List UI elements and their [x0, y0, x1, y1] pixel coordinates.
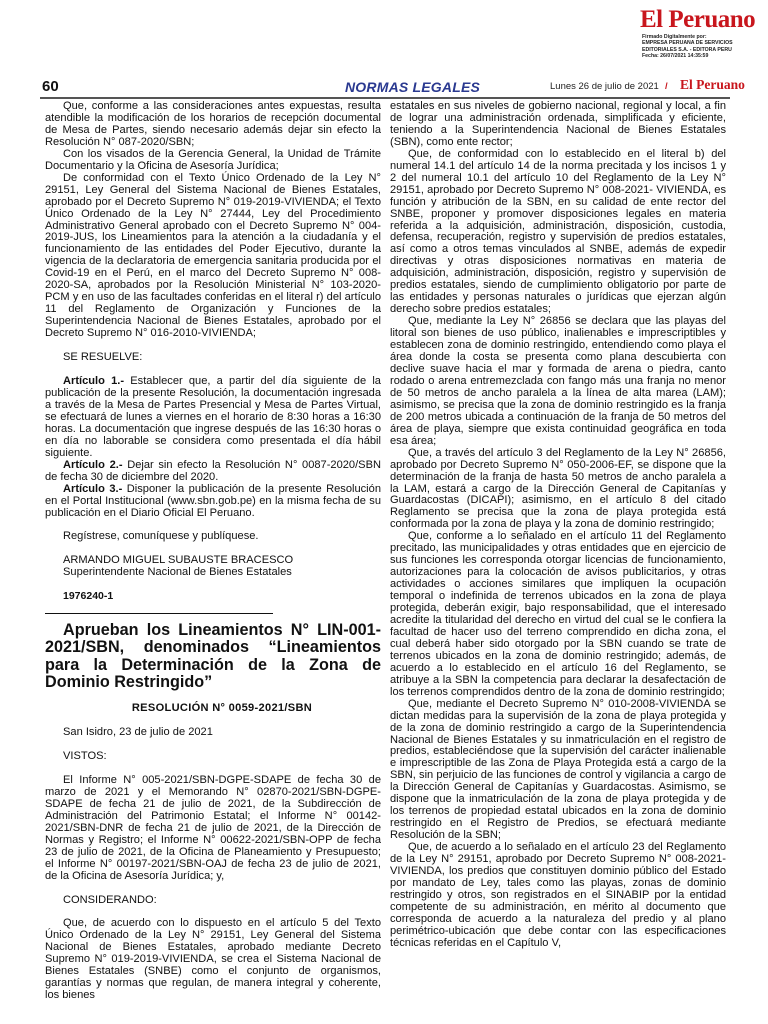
paragraph: Que, a través del artículo 3 del Reglamento de la Ley N° 26856, aprobado por Decreto Supremo N° 050-2006-EF, se dispone que la determinación de la franja de hasta 50 metros de ancho paralela a la LAM, estará a cargo de la Dirección General de Capitanías y Guardacostas (DICAPI); asimismo, en el artículo 8 del citado Reglamento se precisa que la zona de playa protegida está conformada por la zona de playa y la zona de dominio restringido; [390, 446, 726, 531]
paragraph: Que, mediante la Ley N° 26856 se declara que las playas del litoral son bienes de uso público, inalienables e imprescriptibles y establecen zona de dominio restringido, entendiendo como playa el área donde la costa se presenta como plana descubierta con declive suave hacia el mar y formada de arena o piedra, canto rodado o arena entremezclada con fango más una franja no menor de 50 metros de ancho paralela a la línea de alta marea (LAM); asimismo, se precisa que la zona de dominio restringido es la franja de 200 metros ubicada a continuación de la franja de 50 metros del área de playa, siempre que exista continuidad geográfica en toda esa área; [390, 315, 726, 447]
publication-code: 1976240-1 [63, 590, 114, 603]
header-separator: / [665, 81, 668, 92]
article-label: Artículo 1.- [63, 375, 125, 388]
signature-line: EDITORIALES S.A. - EDITORA PERU [642, 46, 732, 53]
page-header [40, 77, 745, 98]
paragraph: Que, conforme a las consideraciones antes expuestas, resulta atendible la modificación de los horarios de recepción documental de Mesa de Partes, siendo necesario además dejar sin efecto la Resolución N° 087-2020/SBN; [45, 101, 381, 148]
signature-line: Fecha: 26/07/2021 14:35:59 [642, 52, 709, 59]
digital-signature [642, 34, 764, 59]
considerando-heading: CONSIDERANDO: [63, 893, 157, 906]
place-date: San Isidro, 23 de julio de 2021 [63, 726, 213, 739]
page-number: 60 [42, 78, 59, 95]
article-text: Disponer la publicación de la presente Resolución en el Portal Institucional (www.sbn.gob.pe) en la misma fecha de su publicación en el Diario Oficial El Peruano. [45, 482, 381, 519]
closing-formula: Regístrese, comuníquese y publíquese. [63, 530, 259, 543]
article-2 [45, 460, 381, 484]
left-column [45, 101, 381, 1019]
paragraph: Que, de acuerdo a lo señalado en el artículo 23 del Reglamento de la Ley N° 29151, aprobado por Decreto Supremo N° 008-2021-VIVIENDA, los predios que constituyen dominio público del Estado por mandato de Ley, tales como las playas, zonas de dominio restringido y otros, son registrados en el SINABIP por la entidad competente de su administración, en mérito al documento que corresponda de acuerdo a la naturaleza del predio y al plano perimétrico-ubicación que debe contar con las especificaciones técnicas referidas en el Capítulo V, [390, 841, 726, 949]
article-text: Dejar sin efecto la Resolución N° 0087-2020/SBN de fecha 30 de diciembre del 2020. [45, 458, 381, 483]
divider [45, 613, 273, 614]
article-3 [45, 484, 381, 520]
right-column [390, 101, 726, 1019]
paragraph: Que, conforme a lo señalado en el artículo 11 del Reglamento precitado, las municipalidades y otras entidades que en ejercicio de sus funciones les corresponda otorgar licencias de funcionamiento, autorizaciones para la colocación de avisos publicitarios, y otras actividades o acciones similares que impliquen la ocupación temporal o indefinida de terrenos ubicados en la zona de playa protegida, deberán exigir, bajo responsabilidad, que el interesado acredite la titularidad del derecho en virtud del cual se le confiera la facultad de hacer uso del terreno comprendido en dicha zona, el cual deberá haber sido otorgado por la SBN cuando se trate de terrenos ubicados en la zona de dominio restringido; además, de acuerdo a lo establecido en el artículo 16 del Reglamento, se atribuye a la SBN la competencia para declarar la desafectación de los terrenos comprendidos dentro de la zona de dominio restringido; [390, 530, 726, 698]
paragraph: De conformidad con el Texto Único Ordenado de la Ley N° 29151, Ley General del Sistema Nacional de Bienes Estatales, aprobado por el Decreto Supremo N° 019-2019-VIVIENDA; el Texto Único Ordenado de la Ley N° 27444, Ley del Procedimiento Administrativo General aprobado con el Decreto Supremo N° 004-2019-JUS, los Lineamientos para la atención a la ciudadanía y el funcionamiento de las entidades del Poder Ejecutivo, durante la vigencia de la declaratoria de emergencia sanitaria producida por el Covid-19 en el Perú, en el marco del Decreto Supremo N° 008-2020-SA, aprobados por la Resolución Ministerial N° 103-2020-PCM y en uso de las facultades conferidas en el literal r) del artículo 11 del Reglamento de Organización y Funciones de la Superintendencia Nacional de Bienes Estatales, aprobado por el Decreto Supremo N° 016-2010-VIVIENDA; [45, 171, 381, 340]
resolve-heading: SE RESUELVE: [63, 351, 143, 364]
paragraph: El Informe N° 005-2021/SBN-DGPE-SDAPE de fecha 30 de marzo de 2021 y el Memorando N° 02870-2021/SBN-DGPE-SDAPE de fecha 21 de julio de 2021, de la Subdirección de Administración del Patrimonio Estatal; el Informe N° 00142-2021/SBN-DNR de fecha 21 de julio de 2021, de la Dirección de Normas y Registro; el Informe N° 00622-2021/SBN-OPP de fecha 23 de julio de 2021, de la Oficina de Planeamiento y Presupuesto; el Informe N° 00197-2021/SBN-OAJ de fecha 23 de julio de 2021, de la Oficina de Asesoría Jurídica; y, [45, 773, 381, 882]
article-headline: Aprueban los Lineamientos N° LIN-001-2021/SBN, denominados “Lineamientos para la Determinación de la Zona de Dominio Restringido” [45, 621, 381, 691]
signer-name: ARMANDO MIGUEL SUBAUSTE BRACESCO [63, 554, 294, 567]
article-label: Artículo 3.- [63, 482, 123, 495]
resolution-number: RESOLUCIÓN N° 0059-2021/SBN [131, 702, 313, 715]
article-label: Artículo 2.- [63, 458, 123, 471]
paragraph: Que, mediante el Decreto Supremo N° 010-2008-VIVIENDA se dictan medidas para la supervisión de la zona de playa protegida y de la zona de dominio restringido a cargo de la Superintendencia Nacional de Bienes Estatales y su inmatriculación en el registro de predios, estableciéndose que la supervisión del carácter inalienable e imprescriptible de las Zona de Playa Protegida está a cargo de la SBN, sin perjuicio de las funciones de control y vigilancia a cargo de la Dirección General de Capitanías y Guardacostas. Asimismo, se dispone que la inmatriculación de la zona de playa protegida y de los terrenos de propiedad estatal ubicados en la zona de dominio restringido en el Registro de Predios, se efectuará mediante Resolución de la SBN; [390, 697, 726, 842]
paragraph: Que, de acuerdo con lo dispuesto en el artículo 5 del Texto Único Ordenado de la Ley N° 29151, Ley General del Sistema Nacional de Bienes Estatales, aprobado mediante Decreto Supremo N° 019-2019-VIVIENDA, se crea el Sistema Nacional de Bienes Estatales (SNBE) como el conjunto de organismos, garantías y normas que regulan, de manera integral y coherente, los bienes [45, 917, 381, 1002]
paragraph: Que, de conformidad con lo establecido en el literal b) del numeral 14.1 del artículo 14 de la norma precitada y los incisos 1 y 2 del numeral 10.1 del artículo 10 del Reglamento de la Ley N° 29151, aprobado por Decreto Supremo N° 008-2021- VIVIENDA, es función y atribución de la SBN, en su calidad de ente rector del SNBE, proponer y promover disposiciones legales en materia referida a la adquisición, administración, disposición, custodia, defensa, recuperación, registro y supervisión de predios estatales, así como a otros temas vinculados al SNBE, además de expedir directivas y otras disposiciones normativas en materia de adquisición, administración, disposición, registro y supervisión de predios estatales, siendo de cumplimiento obligatorio por parte de las entidades y personas naturales o jurídicas que ejerzan algún derecho sobre predios estatales; [390, 147, 726, 316]
masthead [0, 0, 768, 78]
header-rule [40, 97, 730, 99]
paragraph: estatales en sus niveles de gobierno nacional, regional y local, a fin de lograr una administración ordenada, simplificada y eficiente, teniendo a la Superintendencia Nacional de Bienes Estatales (SBN), como ente rector; [390, 101, 726, 148]
issue-date: Lunes 26 de julio de 2021 [550, 81, 659, 92]
article-text: Establecer que, a partir del día siguiente de la publicación de la presente Resolución, la documentación ingresada a través de la Mesa de Partes Presencial y Mesa de Partes Virtual, se efectuará de lunes a viernes en el horario de 8:30 horas a 16:30 horas. La documentación que ingrese después de las 16:30 horas o en día no laborable se considera como presentada el día hábil siguiente. [45, 375, 381, 459]
vistos-heading: VISTOS: [63, 749, 107, 762]
article-1 [45, 376, 381, 460]
signature-line: Firmado Digitalmente por: [642, 34, 707, 40]
header-logo: El Peruano [680, 77, 745, 92]
section-title: NORMAS LEGALES [345, 79, 481, 95]
el-peruano-logo: El Peruano [640, 6, 756, 33]
signature-line: EMPRESA PERUANA DE SERVICIOS [642, 40, 733, 47]
paragraph: Con los visados de la Gerencia General, la Unidad de Trámite Documentario y la Oficina de Asesoría Jurídica; [45, 147, 381, 172]
signer-title: Superintendente Nacional de Bienes Estatales [63, 566, 292, 579]
